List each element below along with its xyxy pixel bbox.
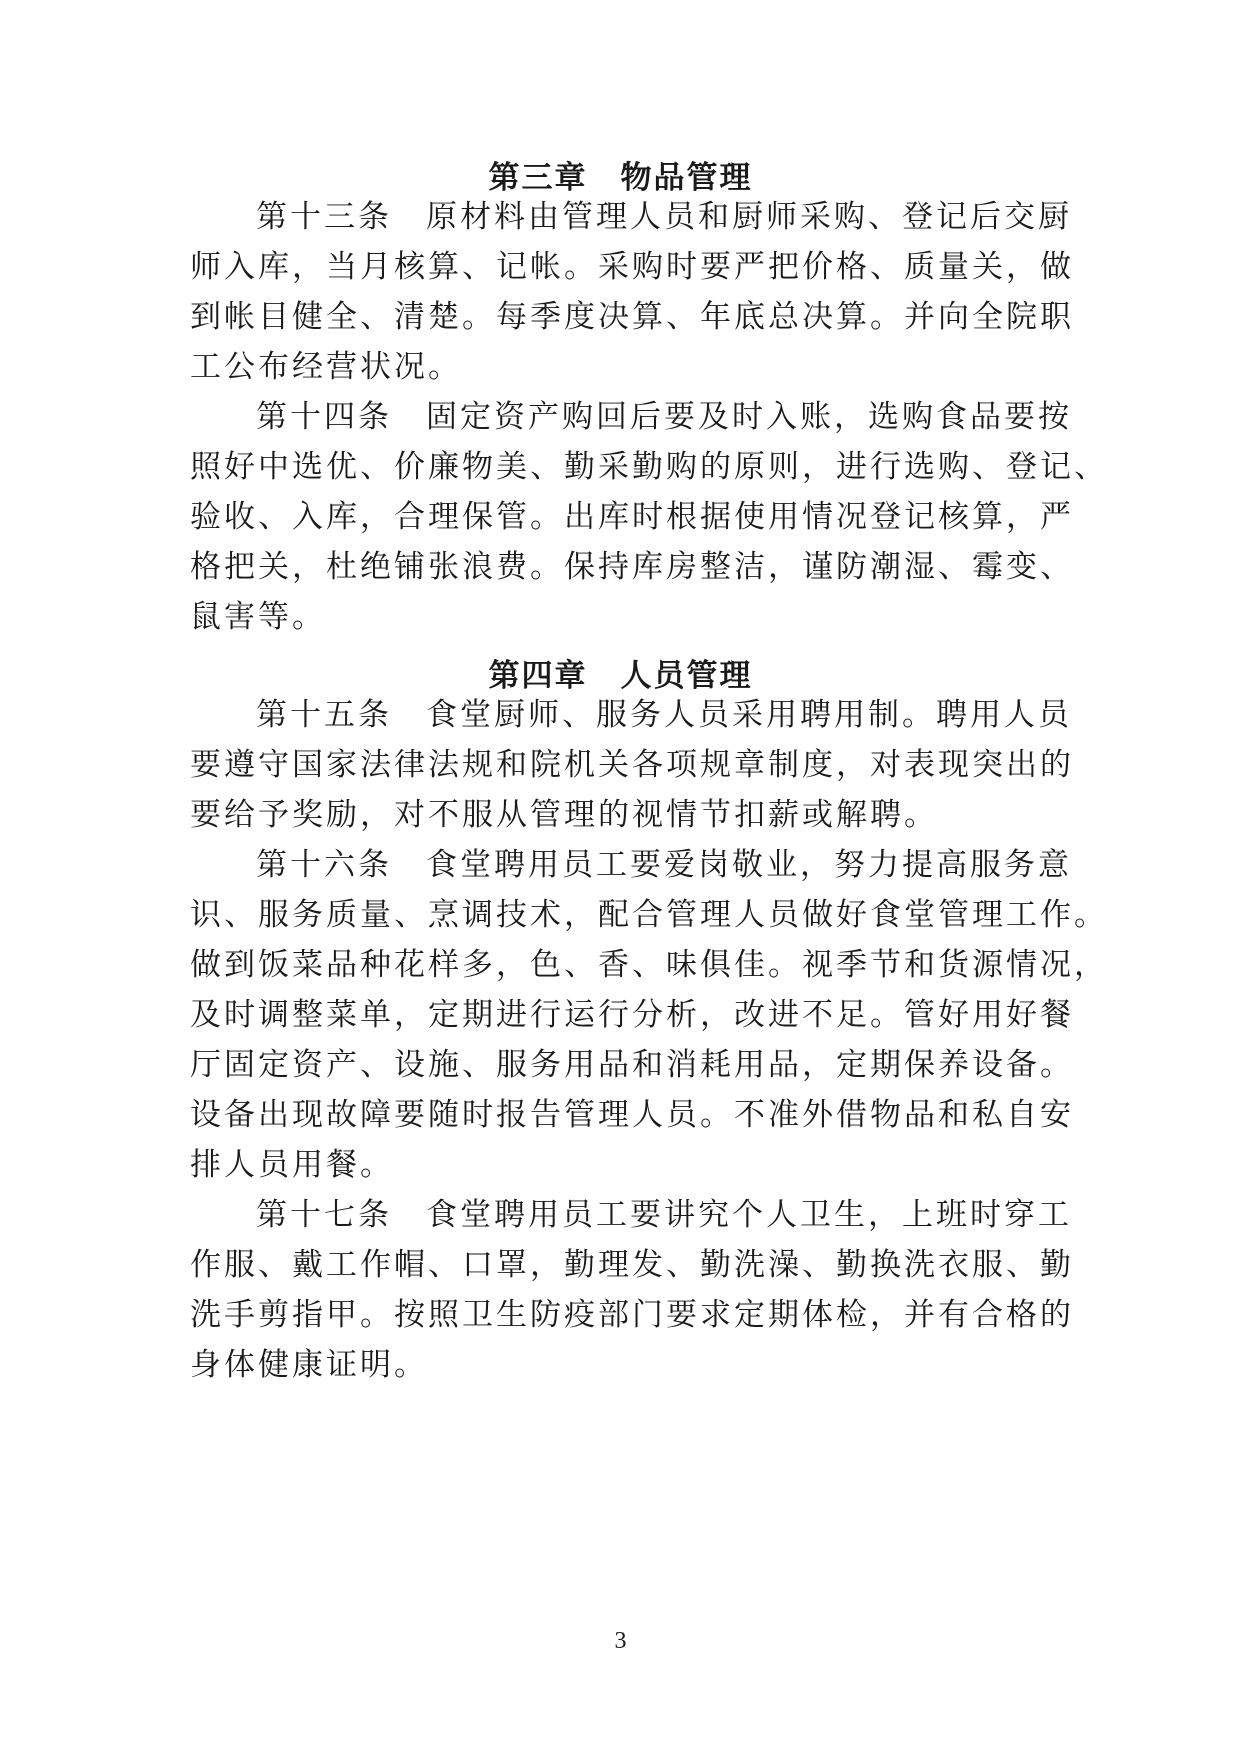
- article-16-line-4: 及时调整菜单，定期进行运行分析，改进不足。管好用好餐: [190, 997, 1074, 1033]
- article-17-line-3: 洗手剪指甲。按照卫生防疫部门要求定期体检，并有合格的: [190, 1297, 1074, 1333]
- article-16-line-7: 排人员用餐。: [190, 1147, 394, 1183]
- article-14-line-5: 鼠害等。: [190, 599, 326, 635]
- article-14-line-3: 验收、入库，合理保管。出库时根据使用情况登记核算，严: [190, 499, 1074, 535]
- article-17-line-2: 作服、戴工作帽、口罩，勤理发、勤洗澡、勤换洗衣服、勤: [190, 1247, 1074, 1283]
- article-14-line-4: 格把关，杜绝铺张浪费。保持库房整洁，谨防潮湿、霉变、: [190, 549, 1074, 585]
- article-13-line-1: 第十三条 原材料由管理人员和厨师采购、登记后交厨: [256, 199, 1072, 235]
- article-15-line-1: 第十五条 食堂厨师、服务人员采用聘用制。聘用人员: [256, 697, 1072, 733]
- article-17-line-4: 身体健康证明。: [190, 1347, 428, 1383]
- article-15-line-3: 要给予奖励，对不服从管理的视情节扣薪或解聘。: [190, 797, 938, 833]
- article-16-line-6: 设备出现故障要随时报告管理人员。不准外借物品和私自安: [190, 1097, 1074, 1133]
- article-13-line-3: 到帐目健全、清楚。每季度决算、年底总决算。并向全院职: [190, 299, 1074, 335]
- page-number: 3: [614, 1628, 627, 1654]
- article-16-line-2: 识、服务质量、烹调技术，配合管理人员做好食堂管理工作。: [190, 897, 1108, 933]
- article-16-line-5: 厅固定资产、设施、服务用品和消耗用品，定期保养设备。: [190, 1047, 1074, 1083]
- chapter-3-title: 第三章 物品管理: [488, 160, 753, 196]
- article-13-line-2: 师入库，当月核算、记帐。采购时要严把价格、质量关，做: [190, 249, 1074, 285]
- article-13-line-4: 工公布经营状况。: [190, 349, 462, 385]
- article-16-line-3: 做到饭菜品种花样多，色、香、味俱佳。视季节和货源情况，: [190, 947, 1108, 983]
- article-15-line-2: 要遵守国家法律法规和院机关各项规章制度，对表现突出的: [190, 747, 1074, 783]
- article-17-line-1: 第十七条 食堂聘用员工要讲究个人卫生，上班时穿工: [256, 1197, 1072, 1233]
- chapter-4-title: 第四章 人员管理: [488, 658, 753, 694]
- article-14-line-2: 照好中选优、价廉物美、勤采勤购的原则，进行选购、登记、: [190, 449, 1108, 485]
- article-16-line-1: 第十六条 食堂聘用员工要爱岗敬业，努力提高服务意: [256, 847, 1072, 883]
- article-14-line-1: 第十四条 固定资产购回后要及时入账，选购食品要按: [256, 399, 1072, 435]
